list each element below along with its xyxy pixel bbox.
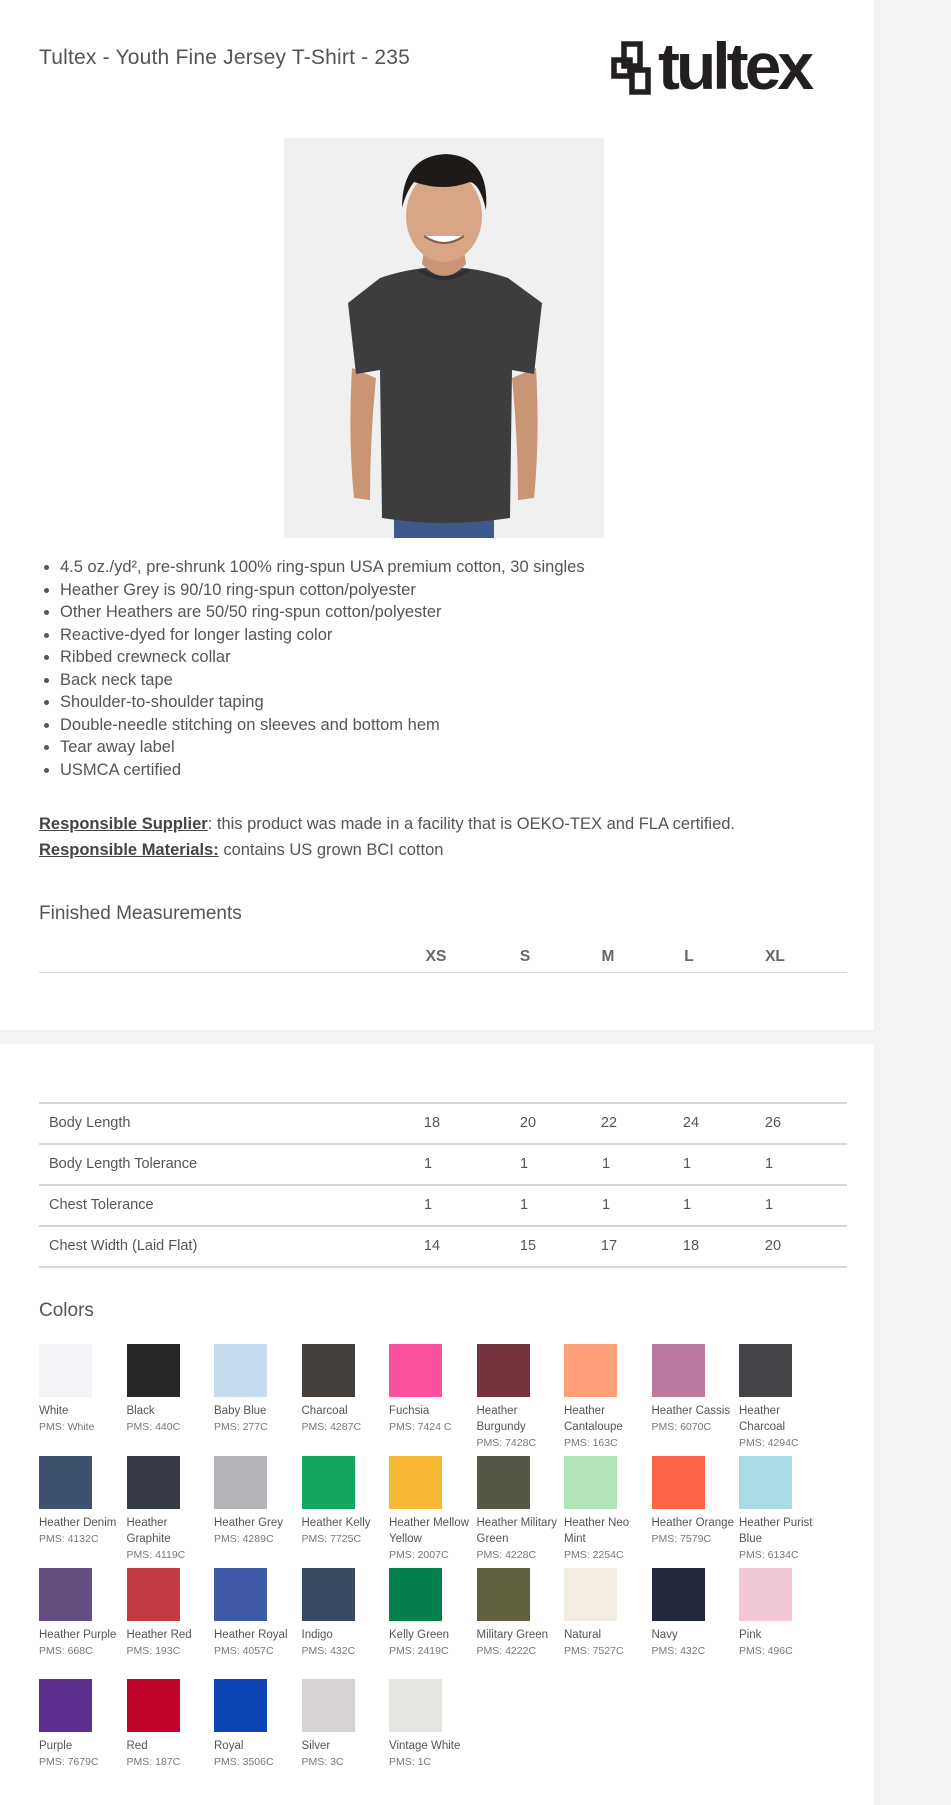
responsible-materials (39, 841, 443, 860)
color-pms: PMS: 432C (301, 1645, 356, 1657)
feature-item: • Reactive-dyed for longer lasting color (60, 624, 585, 647)
colors-heading: Colors (39, 1300, 94, 1321)
color-pms: PMS: 2254C (564, 1549, 624, 1561)
color-pms: PMS: 4289C (214, 1533, 274, 1545)
color-pms: PMS: 4222C (476, 1645, 537, 1657)
color-name: Heather Purist Blue (739, 1517, 813, 1545)
color-swatch (739, 1344, 792, 1397)
color-swatch (214, 1344, 267, 1397)
feature-item: • Heather Grey is 90/10 ring-spun cotton/polyester (60, 579, 585, 602)
color-name: Fuchsia (389, 1405, 430, 1417)
color-pms: PMS: 440C (126, 1421, 181, 1433)
color-pms: PMS: 187C (126, 1756, 181, 1768)
table-cell: 1 (764, 1197, 774, 1213)
color-swatch (477, 1344, 530, 1397)
color-swatch (302, 1568, 355, 1621)
table-cell: 20 (764, 1238, 782, 1254)
color-swatch-item (127, 1344, 211, 1435)
color-swatch (389, 1568, 442, 1621)
row-label: Chest Width (Laid Flat) (49, 1238, 198, 1254)
color-name: Heather Royal (214, 1629, 288, 1641)
table-cell: 1 (601, 1156, 611, 1172)
color-pms: PMS: 668C (39, 1645, 93, 1657)
color-swatch (652, 1456, 705, 1509)
color-swatch-item (127, 1679, 211, 1770)
size-header: XS (425, 948, 447, 965)
color-name: Royal (214, 1740, 244, 1752)
table-cell: 1 (519, 1197, 529, 1213)
color-swatch-item (389, 1679, 473, 1770)
color-swatch (302, 1456, 355, 1509)
color-name: Pink (739, 1629, 762, 1641)
table-cell: 20 (519, 1115, 537, 1131)
feature-item: • Other Heathers are 50/50 ring-spun cotton/polyester (60, 601, 585, 624)
color-swatch-item (389, 1456, 473, 1563)
color-swatch (214, 1568, 267, 1621)
color-swatch (127, 1679, 180, 1732)
size-header: XL (765, 948, 785, 965)
color-name: Silver (301, 1740, 331, 1752)
color-pms: PMS: 7527C (564, 1645, 624, 1657)
color-swatch (39, 1456, 92, 1509)
color-swatch-item (564, 1568, 648, 1659)
color-pms: PMS: 193C (126, 1645, 181, 1657)
table-cell: 26 (764, 1115, 782, 1131)
color-name: Kelly Green (389, 1629, 450, 1641)
table-cell: 15 (519, 1238, 537, 1254)
responsible-supplier-text: : this product was made in a facility that is OEKO-TEX and FLA certified. (207, 815, 736, 833)
color-swatch (389, 1344, 442, 1397)
color-swatch-item (564, 1344, 648, 1451)
color-swatch-item (652, 1456, 736, 1547)
measurements-heading: Finished Measurements (39, 903, 242, 924)
responsible-materials-label: Responsible Materials: (39, 841, 219, 859)
table-cell: 1 (682, 1156, 692, 1172)
color-swatch (302, 1344, 355, 1397)
color-swatch-item (739, 1568, 823, 1659)
product-photo (284, 138, 604, 538)
tultex-wordmark: tultex (658, 29, 811, 103)
color-swatch-item (739, 1344, 823, 1451)
tultex-logo-mark-icon (610, 40, 658, 104)
row-label: Body Length (49, 1115, 131, 1131)
color-pms: PMS: 2419C (389, 1645, 449, 1657)
color-name: Heather Purple (39, 1629, 117, 1641)
feature-item: • Shoulder-to-shoulder taping (60, 691, 585, 714)
color-swatch (39, 1679, 92, 1732)
color-pms: PMS: 163C (564, 1437, 618, 1449)
table-row (39, 1184, 847, 1225)
color-swatch-item (127, 1568, 211, 1659)
color-swatch (564, 1456, 617, 1509)
color-swatch (127, 1456, 180, 1509)
table-cell: 1 (764, 1156, 774, 1172)
feature-item: • Double-needle stitching on sleeves and bottom hem (60, 714, 585, 737)
color-name: Heather Neo Mint (564, 1517, 630, 1545)
color-name: Natural (564, 1629, 602, 1641)
color-name: Heather Mellow Yellow (389, 1517, 469, 1545)
color-swatch-item (652, 1568, 736, 1659)
color-name: Heather Burgundy (476, 1405, 526, 1433)
color-pms: PMS: 7579C (651, 1533, 712, 1545)
color-pms: PMS: 432C (651, 1645, 706, 1657)
feature-item: • Back neck tape (60, 669, 585, 692)
color-name: Black (126, 1405, 155, 1417)
color-swatch-item (39, 1344, 123, 1435)
feature-list (40, 556, 585, 781)
color-swatch-item (214, 1568, 298, 1659)
color-swatch-item (739, 1456, 823, 1563)
table-cell: 1 (519, 1156, 529, 1172)
color-pms: PMS: 4287C (301, 1421, 362, 1433)
table-cell: 18 (682, 1238, 700, 1254)
responsible-supplier-label: Responsible Supplier (39, 815, 208, 833)
table-row (39, 1143, 847, 1184)
color-swatch (214, 1456, 267, 1509)
feature-item: • USMCA certified (60, 759, 585, 782)
color-pms: PMS: 4228C (476, 1549, 537, 1561)
color-pms: PMS: 4294C (739, 1437, 799, 1449)
color-swatch-item (302, 1344, 386, 1435)
color-swatch (652, 1568, 705, 1621)
color-pms: PMS: White (39, 1421, 95, 1433)
color-pms: PMS: 3C (301, 1756, 344, 1768)
page-title: Tultex - Youth Fine Jersey T-Shirt - 235 (39, 46, 411, 69)
color-name: Charcoal (301, 1405, 348, 1417)
table-row (39, 1102, 847, 1143)
color-pms: PMS: 2007C (389, 1549, 449, 1561)
color-swatch (564, 1344, 617, 1397)
size-header: L (684, 948, 694, 965)
measurements-table (39, 1102, 847, 1268)
color-swatch-item (127, 1456, 211, 1563)
table-cell: 14 (423, 1238, 441, 1254)
color-swatch-item (214, 1456, 298, 1547)
color-swatch (739, 1456, 792, 1509)
color-swatch (127, 1344, 180, 1397)
color-name: Heather Grey (214, 1517, 284, 1529)
color-name: Purple (39, 1740, 73, 1752)
row-label: Body Length Tolerance (49, 1156, 198, 1172)
color-swatch-item (39, 1456, 123, 1547)
color-swatch (39, 1568, 92, 1621)
size-header: M (601, 948, 615, 965)
color-pms: PMS: 4119C (126, 1549, 186, 1561)
color-swatch-item (302, 1568, 386, 1659)
color-name: Indigo (301, 1629, 333, 1641)
table-row (39, 1225, 847, 1268)
color-name: Heather Denim (39, 1517, 117, 1529)
table-cell: 1 (682, 1197, 692, 1213)
row-label: Chest Tolerance (49, 1197, 154, 1213)
color-swatch (39, 1344, 92, 1397)
color-swatch-item (39, 1679, 123, 1770)
color-name: Vintage White (389, 1740, 461, 1752)
color-swatch (564, 1568, 617, 1621)
table-cell: 18 (423, 1115, 441, 1131)
color-pms: PMS: 1C (389, 1756, 432, 1768)
color-swatch-item (302, 1456, 386, 1547)
color-swatch (477, 1568, 530, 1621)
color-swatch-item (564, 1456, 648, 1563)
color-swatch-item (389, 1344, 473, 1435)
color-pms: PMS: 6134C (739, 1549, 799, 1561)
color-swatch (127, 1568, 180, 1621)
table-cell: 24 (682, 1115, 700, 1131)
color-name: White (39, 1405, 69, 1417)
color-pms: PMS: 6070C (651, 1421, 712, 1433)
color-swatch (739, 1568, 792, 1621)
color-swatch (652, 1344, 705, 1397)
color-pms: PMS: 7428C (476, 1437, 537, 1449)
color-swatch-item (214, 1679, 298, 1770)
color-swatch-item (477, 1344, 561, 1451)
color-swatch (389, 1456, 442, 1509)
table-cell: 1 (601, 1197, 611, 1213)
color-swatch-item (477, 1456, 561, 1563)
color-swatch (389, 1679, 442, 1732)
feature-item: • Ribbed crewneck collar (60, 646, 585, 669)
color-name: Heather Cantaloupe (564, 1405, 623, 1433)
color-swatch-item (39, 1568, 123, 1659)
color-pms: PMS: 7679C (39, 1756, 99, 1768)
color-swatch-item (389, 1568, 473, 1659)
table-cell: 1 (423, 1156, 433, 1172)
color-pms: PMS: 3506C (214, 1756, 274, 1768)
color-swatch (214, 1679, 267, 1732)
color-swatch-item (302, 1679, 386, 1770)
color-pms: PMS: 496C (739, 1645, 793, 1657)
color-name: Navy (651, 1629, 678, 1641)
feature-item: • Tear away label (60, 736, 585, 759)
responsible-supplier (39, 815, 735, 834)
size-header: S (519, 948, 531, 965)
color-name: Heather Military Green (476, 1517, 558, 1545)
color-name: Military Green (476, 1629, 549, 1641)
color-name: Heather Orange (651, 1517, 734, 1529)
size-header-row (39, 948, 847, 973)
color-pms: PMS: 7424 C (389, 1421, 452, 1433)
table-cell: 22 (600, 1115, 618, 1131)
feature-item: • 4.5 oz./yd², pre-shrunk 100% ring-spun USA premium cotton, 30 singles (60, 556, 585, 579)
tultex-logo (610, 29, 848, 103)
color-swatch-item (477, 1568, 561, 1659)
color-swatch-item (214, 1344, 298, 1435)
color-pms: PMS: 277C (214, 1421, 268, 1433)
color-name: Heather Charcoal (739, 1405, 786, 1433)
color-pms: PMS: 4132C (39, 1533, 99, 1545)
color-name: Red (126, 1740, 148, 1752)
color-pms: PMS: 7725C (301, 1533, 362, 1545)
color-name: Heather Graphite (126, 1517, 171, 1545)
color-swatch-item (652, 1344, 736, 1435)
color-pms: PMS: 4057C (214, 1645, 274, 1657)
color-name: Baby Blue (214, 1405, 267, 1417)
color-swatch (477, 1456, 530, 1509)
responsible-materials-text: contains US grown BCI cotton (218, 841, 444, 859)
color-name: Heather Cassis (651, 1405, 731, 1417)
color-name: Heather Red (126, 1629, 192, 1641)
table-cell: 1 (423, 1197, 433, 1213)
color-name: Heather Kelly (301, 1517, 371, 1529)
table-cell: 17 (600, 1238, 618, 1254)
color-swatch (302, 1679, 355, 1732)
